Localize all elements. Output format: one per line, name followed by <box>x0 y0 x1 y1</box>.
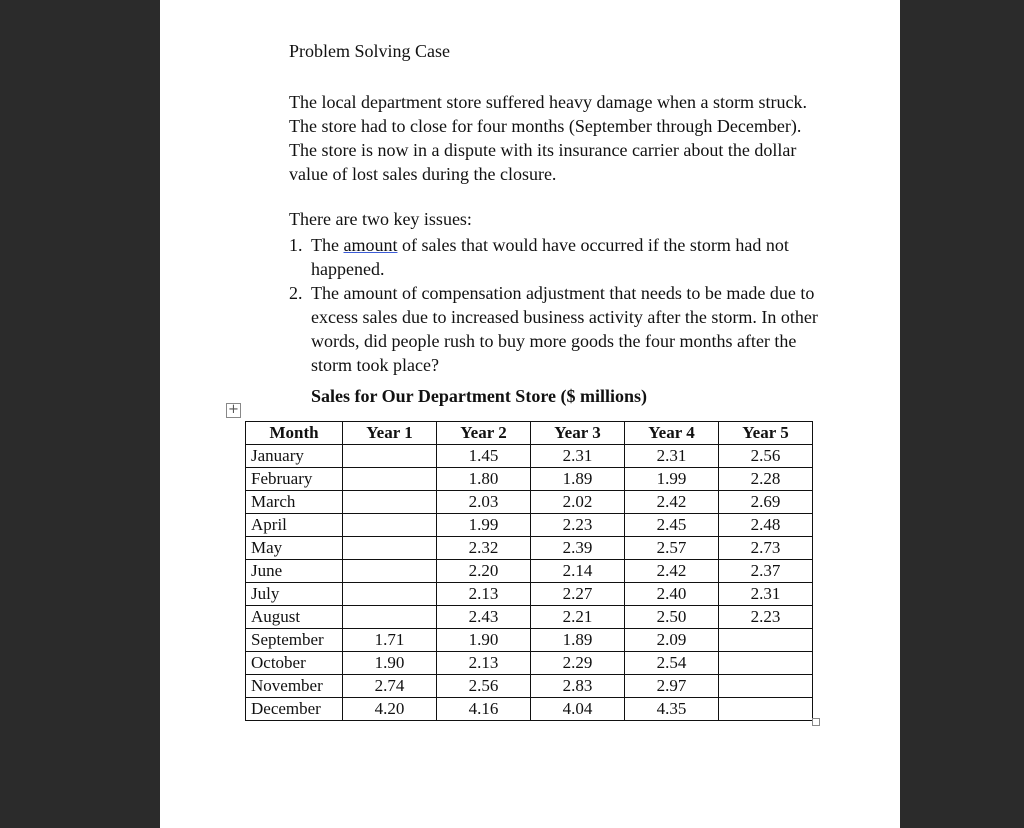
value-cell: 2.45 <box>625 514 719 537</box>
value-cell: 1.71 <box>343 629 437 652</box>
value-cell <box>343 491 437 514</box>
value-cell: 2.37 <box>719 560 813 583</box>
value-cell: 1.90 <box>437 629 531 652</box>
month-cell: June <box>246 560 343 583</box>
month-cell: August <box>246 606 343 629</box>
header-year-2: Year 2 <box>437 422 531 445</box>
month-cell: February <box>246 468 343 491</box>
value-cell: 4.04 <box>531 698 625 721</box>
issue-item-2 <box>289 281 819 377</box>
value-cell: 2.97 <box>625 675 719 698</box>
value-cell: 2.73 <box>719 537 813 560</box>
month-cell: October <box>246 652 343 675</box>
issue-text-post: of sales that would have occurred if the storm had not happened. <box>311 235 789 279</box>
value-cell <box>343 560 437 583</box>
table-row <box>246 629 813 652</box>
header-year-3: Year 3 <box>531 422 625 445</box>
value-cell: 2.13 <box>437 652 531 675</box>
value-cell: 1.99 <box>625 468 719 491</box>
value-cell: 4.16 <box>437 698 531 721</box>
value-cell: 1.90 <box>343 652 437 675</box>
table-row <box>246 560 813 583</box>
value-cell <box>719 698 813 721</box>
value-cell: 4.20 <box>343 698 437 721</box>
value-cell: 2.42 <box>625 491 719 514</box>
table-row <box>246 652 813 675</box>
month-cell: May <box>246 537 343 560</box>
value-cell <box>343 606 437 629</box>
month-cell: September <box>246 629 343 652</box>
value-cell <box>719 652 813 675</box>
document-title: Problem Solving Case <box>289 41 450 61</box>
value-cell: 2.23 <box>719 606 813 629</box>
value-cell: 2.14 <box>531 560 625 583</box>
value-cell: 2.83 <box>531 675 625 698</box>
value-cell: 2.32 <box>437 537 531 560</box>
month-cell: December <box>246 698 343 721</box>
value-cell: 2.40 <box>625 583 719 606</box>
table-row <box>246 468 813 491</box>
issue-text-pre: The <box>311 235 344 255</box>
value-cell <box>343 468 437 491</box>
month-cell: July <box>246 583 343 606</box>
value-cell: 4.35 <box>625 698 719 721</box>
issues-list <box>289 233 819 377</box>
value-cell: 2.57 <box>625 537 719 560</box>
month-cell: March <box>246 491 343 514</box>
value-cell: 2.48 <box>719 514 813 537</box>
intro-paragraph: The local department store suffered heavy damage when a storm struck. The store had to close for four months (September through December). The store is now in a dispute with its insurance carrier about the dollar value of lost sales during the closure. <box>289 92 807 184</box>
month-cell: April <box>246 514 343 537</box>
issue-number: 2. <box>289 283 303 303</box>
value-cell: 2.69 <box>719 491 813 514</box>
month-cell: January <box>246 445 343 468</box>
value-cell: 2.54 <box>625 652 719 675</box>
value-cell: 1.89 <box>531 468 625 491</box>
value-cell: 2.43 <box>437 606 531 629</box>
month-cell: November <box>246 675 343 698</box>
value-cell: 2.31 <box>625 445 719 468</box>
table-row <box>246 491 813 514</box>
header-month: Month <box>246 422 343 445</box>
value-cell <box>343 514 437 537</box>
value-cell <box>719 675 813 698</box>
value-cell <box>343 583 437 606</box>
value-cell <box>719 629 813 652</box>
value-cell: 2.09 <box>625 629 719 652</box>
header-year-4: Year 4 <box>625 422 719 445</box>
value-cell: 1.45 <box>437 445 531 468</box>
value-cell: 2.03 <box>437 491 531 514</box>
value-cell: 2.27 <box>531 583 625 606</box>
value-cell: 2.23 <box>531 514 625 537</box>
table-row <box>246 514 813 537</box>
underlined-word: amount <box>343 235 398 255</box>
value-cell: 2.56 <box>719 445 813 468</box>
value-cell: 2.42 <box>625 560 719 583</box>
value-cell: 2.20 <box>437 560 531 583</box>
table-row <box>246 606 813 629</box>
value-cell: 2.39 <box>531 537 625 560</box>
value-cell: 2.31 <box>719 583 813 606</box>
table-header-row <box>246 422 813 445</box>
value-cell: 2.31 <box>531 445 625 468</box>
value-cell: 2.21 <box>531 606 625 629</box>
value-cell: 1.89 <box>531 629 625 652</box>
value-cell: 2.56 <box>437 675 531 698</box>
value-cell: 2.13 <box>437 583 531 606</box>
value-cell: 2.50 <box>625 606 719 629</box>
header-year-5: Year 5 <box>719 422 813 445</box>
value-cell: 1.99 <box>437 514 531 537</box>
value-cell: 2.02 <box>531 491 625 514</box>
issue-text: The amount of compensation adjustment that needs to be made due to excess sales due to increased business activity after the storm. In other words, did people rush to buy more goods the four months after the storm took place? <box>311 283 818 375</box>
value-cell: 2.74 <box>343 675 437 698</box>
issue-item-1 <box>289 233 819 281</box>
move-icon[interactable]: + <box>226 403 241 418</box>
value-cell: 1.80 <box>437 468 531 491</box>
value-cell <box>343 537 437 560</box>
header-year-1: Year 1 <box>343 422 437 445</box>
value-cell <box>343 445 437 468</box>
issues-intro: There are two key issues: <box>289 209 472 229</box>
table-row <box>246 445 813 468</box>
value-cell: 2.29 <box>531 652 625 675</box>
value-cell: 2.28 <box>719 468 813 491</box>
table-row <box>246 583 813 606</box>
issue-number: 1. <box>289 235 303 255</box>
table-row <box>246 675 813 698</box>
table-row <box>246 537 813 560</box>
table-row <box>246 698 813 721</box>
table-caption: Sales for Our Department Store ($ millions) <box>311 386 647 406</box>
sales-table <box>245 421 813 721</box>
resize-handle-icon[interactable] <box>812 718 820 726</box>
